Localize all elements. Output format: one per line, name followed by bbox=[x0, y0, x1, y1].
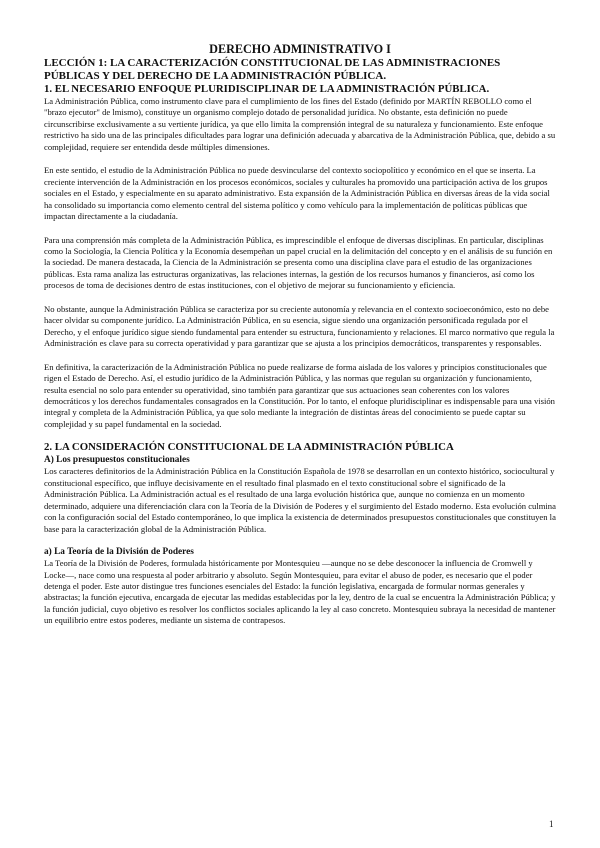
section-1-paragraph-4: No obstante, aunque la Administración Pública se caracteriza por su creciente autonomía y relevancia en el contexto socioeconómico, esto no debe hacer olvidar su componente jurídico. La Administración Pública, en su esencia, sigue siendo una organización personificada regulada por el Derecho, y el enfoque jurídico sigue siendo fundamental para entender su estructura, funcionamiento y relaciones. El marco normativo que regula la Administración es clave para su correcta operatividad y para garantizar que se ajusta a los principios democráticos, transparentes y responsables. bbox=[44, 303, 555, 349]
subsection-a-paragraph: Los caracteres definitorios de la Administración Pública en la Constitución Española de 1978 se desarrollan en un contexto histórico, sociocultural y constitucional específico, que influye decisivamente en el resultado final plasmado en el texto constitucional sobre el significado de la Administración Pública. La Administración actual es el resultado de una larga evolución histórica que, aunque no comienza en un momento determinado, adquiere una diferenciación clara con la Teoría de la División de Poderes y el surgimiento del Estado moderno. Esta evolución culmina con la configuración social del Estado contemporáneo, lo que implica la existencia de determinados presupuestos constitucionales que constituyen la base para la caracterización global de la Administración Pública. bbox=[44, 466, 556, 534]
section-1-paragraph-3: Para una comprensión más completa de la Administración Pública, es imprescindible el enfoque de diversas disciplinas. En particular, disciplinas como la Sociología, la Ciencia Política y la Economía desempeñan un papel crucial en la delimitación del concepto y en el análisis de su función en la sociedad. De manera destacada, la Ciencia de la Administración se presenta como una disciplina clave para el estudio de las organizaciones públicas. Esta rama analiza las estructuras organizativas, las relaciones internas, la gestión de los recursos humanos y financieros, así como los procesos de toma de decisiones dentro de estas instituciones, con el objetivo de mejorar su funcionamiento y eficiencia. bbox=[44, 234, 553, 291]
subsection-a1-heading: a) La Teoría de la División de Poderes bbox=[44, 547, 194, 558]
section-1-heading: 1. EL NECESARIO ENFOQUE PLURIDISCIPLINAR DE LA ADMINISTRACIÓN PÚBLICA. bbox=[44, 83, 490, 95]
subsection-a1-paragraph: La Teoría de la División de Poderes, formulada históricamente por Montesquieu —aunque no se debe desconocer la influencia de Cromwell y Locke—, nace como una respuesta al poder arbitrario y absoluto. Según Montesquieu, para evitar el abuso de poder, es necesario que el poder detenga el poder. Este autor distingue tres funciones esenciales del Estado: la función legislativa, encargada de formular normas generales y abstractas; la función ejecutiva, encargada de ejecutar las medidas establecidas por la ley, dentro de la cual se encuentra la Administración Pública; y la función judicial, cuyo objetivo es resolver los conflictos sociales aplicando la ley al caso concreto. Montesquieu subraya la necesidad de mantener un equilibrio entre estos poderes, mediante un sistema de contrapesos. bbox=[44, 558, 556, 626]
document-page bbox=[44, 42, 556, 627]
page-number: 1 bbox=[549, 819, 554, 829]
section-1-paragraph-1: La Administración Pública, como instrumento clave para el cumplimiento de los fines del Estado (definido por MARTÍN REBOLLO como el "brazo ejecutor" de lmismo), constituye un organismo complejo dotado de personalidad jurídica. No obstante, esta definición no puede circunscribirse exclusivamente a su vertiente jurídica, ya que ello limita la comprensión integral de su naturaleza y funcionamiento. Este enfoque restrictivo ha sido una de las principales dificultades para lograr una definición adecuada y abarcativa de la Administración Pública, que, debido a su complejidad, requiere ser entendida desde múltiples dimensiones. bbox=[44, 96, 556, 152]
section-2-heading: 2. LA CONSIDERACIÓN CONSTITUCIONAL DE LA ADMINISTRACIÓN PÚBLICA bbox=[44, 441, 454, 454]
section-1-paragraph-2: En este sentido, el estudio de la Administración Pública no puede desvincularse del contexto sociopolítico y económico en el que se inserta. La creciente intervención de la Administración en los procesos económicos, sociales y culturales ha promovido una participación activa de los grupos sociales en el Estado, y especialmente en su aparato administrativo. Esta expansión de la Administración Pública en diversas áreas de la vida social ha consolidado su importancia como elemento central del sistema político y como vehículo para la implementación de políticas públicas que impactan directamente a la ciudadanía. bbox=[44, 165, 550, 222]
subsection-a-heading: A) Los presupuestos constitucionales bbox=[44, 455, 190, 466]
document-title: DERECHO ADMINISTRATIVO I bbox=[209, 42, 391, 56]
lesson-title: LECCIÓN 1: LA CARACTERIZACIÓN CONSTITUCIONAL DE LAS ADMINISTRACIONES PÚBLICAS Y DEL DERECHO DE LA ADMINISTRACIÓN PÚBLICA. bbox=[44, 57, 501, 82]
section-1-paragraph-5: En definitiva, la caracterización de la Administración Pública no puede realizarse de forma aislada de los valores y principios constitucionales que rigen el Estado de Derecho. Así, el estudio jurídico de la Administración Pública, y las normas que regulan su organización y funcionamiento, resulta esencial no solo para entender su operatividad, sino también para garantizar que sus actuaciones sean coherentes con los valores democráticos y los derechos fundamentales consagrados en la Constitución. Por lo tanto, el enfoque pluridisciplinar es indispensable para una visión integral y completa de la Administración Pública, ya que solo mediante la integración de distintas áreas del conocimiento se puede captar su complejidad y su papel fundamental en la sociedad. bbox=[44, 361, 555, 429]
